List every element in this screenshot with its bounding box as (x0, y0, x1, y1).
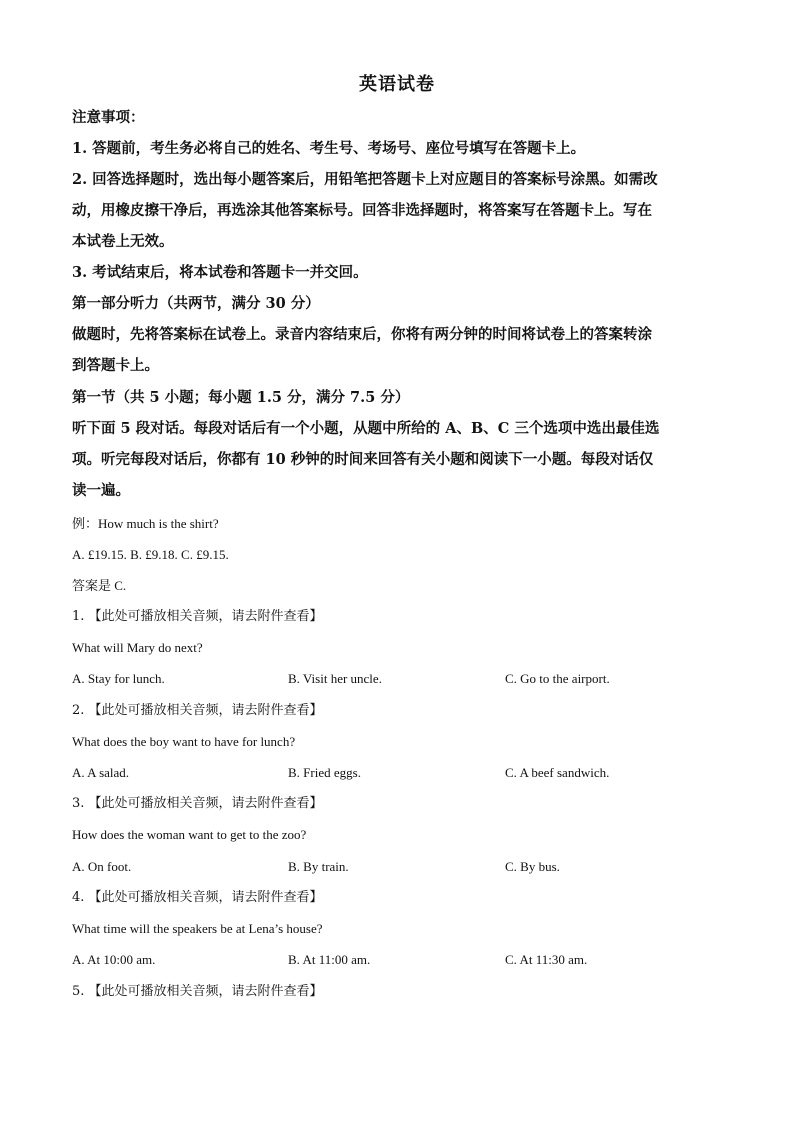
question-2-text: What does the boy want to have for lunch? (72, 734, 296, 749)
notice-heading: 注意事项： (72, 109, 145, 126)
section1-heading: 第一节（共 5 小题；每小题 1.5 分，满分 7.5 分） (72, 389, 410, 406)
question-3-option-b: B. By train. (288, 859, 349, 874)
question-4-option-a: A. At 10:00 am. (72, 952, 156, 967)
part1-instruction-line-2: 到答题卡上。 (72, 357, 159, 374)
question-3-option-a: A. On foot. (72, 859, 132, 874)
question-4-text: What time will the speakers be at Lena’s house? (72, 921, 323, 936)
example-options: A. £19.15. B. £9.18. C. £9.15. (72, 547, 229, 562)
question-4-option-b: B. At 11:00 am. (288, 952, 371, 967)
part1-heading: 第一部分听力（共两节，满分 30 分） (72, 295, 320, 312)
question-1-audio-note[interactable]: 1. 【此处可播放相关音频，请去附件查看】 (72, 609, 323, 624)
section1-instruction-line-2: 项。听完每段对话后，你都有 10 秒钟的时间来回答有关小题和阅读下一小题。每段对话仅 (72, 451, 654, 468)
question-1-text: What will Mary do next? (72, 640, 203, 655)
notice-item-2-line-1: 2. 回答选择题时，选出每小题答案后，用铅笔把答题卡上对应题目的答案标号涂黑。如需改 (72, 171, 658, 188)
question-1-option-b: B. Visit her uncle. (288, 671, 382, 686)
notice-item-3: 3. 考试结束后，将本试卷和答题卡一并交回。 (72, 264, 368, 281)
question-2-option-a: A. A salad. (72, 765, 130, 780)
question-2-option-c: C. A beef sandwich. (505, 765, 610, 780)
question-2-audio-note[interactable]: 2. 【此处可播放相关音频，请去附件查看】 (72, 703, 323, 718)
question-1-option-c: C. Go to the airport. (505, 671, 610, 686)
notice-item-2-line-3: 本试卷上无效。 (72, 233, 174, 250)
question-1-option-a: A. Stay for lunch. (72, 671, 165, 686)
example-question: 例：How much is the shirt? (72, 516, 219, 531)
part1-instruction-line-1: 做题时，先将答案标在试卷上。录音内容结束后，你将有两分钟的时间将试卷上的答案转涂 (72, 326, 652, 343)
question-5-audio-note[interactable]: 5. 【此处可播放相关音频，请去附件查看】 (72, 984, 323, 999)
question-4-audio-note[interactable]: 4. 【此处可播放相关音频，请去附件查看】 (72, 890, 323, 905)
example-answer: 答案是 C. (72, 578, 127, 593)
question-2-option-b: B. Fried eggs. (288, 765, 361, 780)
question-3-option-c: C. By bus. (505, 859, 560, 874)
notice-item-2-line-2: 动，用橡皮擦干净后，再选涂其他答案标号。回答非选择题时，将答案写在答题卡上。写在 (72, 202, 652, 219)
notice-item-1: 1. 答题前，考生务必将自己的姓名、考生号、考场号、座位号填写在答题卡上。 (72, 140, 586, 157)
section1-instruction-line-3: 读一遍。 (72, 482, 130, 499)
question-3-audio-note[interactable]: 3. 【此处可播放相关音频，请去附件查看】 (72, 796, 323, 811)
question-3-text: How does the woman want to get to the zoo? (72, 827, 307, 842)
page-title: 英语试卷 (359, 74, 435, 95)
section1-instruction-line-1: 听下面 5 段对话。每段对话后有一个小题，从题中所给的 A、B、C 三个选项中选出最佳选 (72, 420, 660, 437)
question-4-option-c: C. At 11:30 am. (505, 952, 588, 967)
